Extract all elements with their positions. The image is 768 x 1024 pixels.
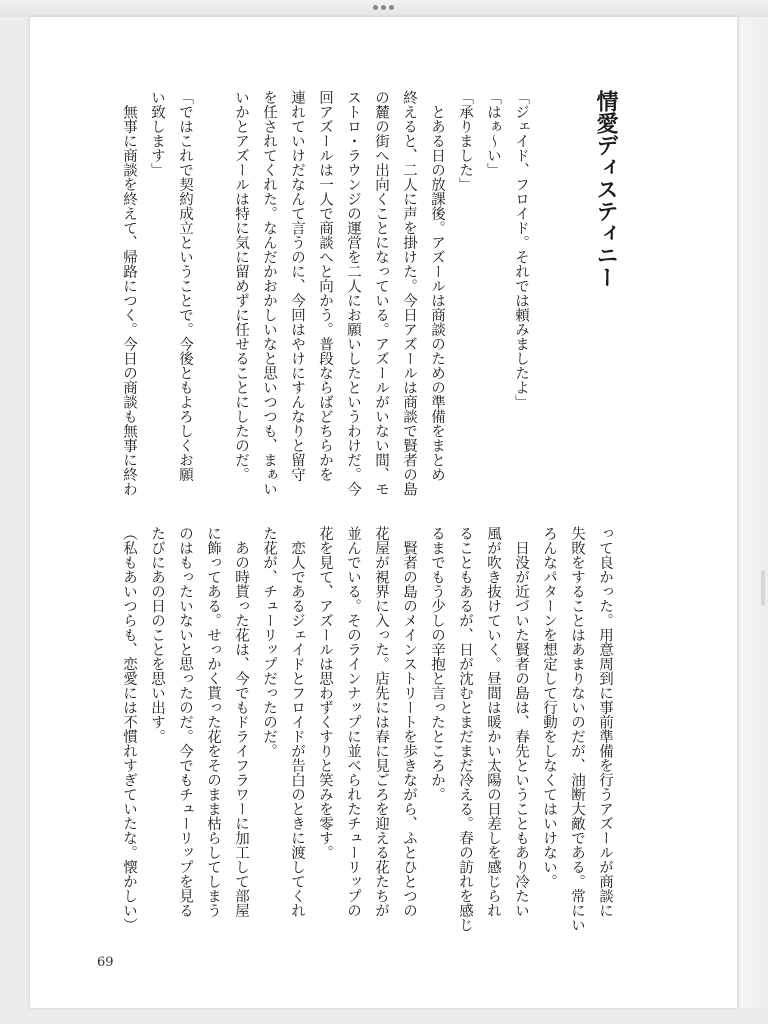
text-line: た花が、チューリップだったのだ。 xyxy=(261,526,277,758)
text-line: 風が吹き抜けていく。昼間は暖かい太陽の日差しを感じられ xyxy=(485,526,501,918)
page-number: 69 xyxy=(97,955,114,970)
text-line: 賢者の島のメインストリートを歩きながら、ふとひとつの xyxy=(401,526,417,918)
text-line: 回アズールは一人で商談へと向かう。普段ならばどちらかを xyxy=(317,90,333,482)
text-line: のはもったいないと思ったのだ。今でもチューリップを見る xyxy=(177,526,193,918)
text-line: 日没が近づいた賢者の島は、春先ということもあり冷たい xyxy=(513,526,529,918)
text-line: るまでもう少しの辛抱と言ったところか。 xyxy=(429,526,445,802)
page-turn-handle[interactable] xyxy=(761,570,765,606)
text-line: 「ジェイド、フロイド。それでは頼みましたよ」 xyxy=(513,90,529,409)
text-line: 「承りました」 xyxy=(457,90,473,192)
text-line xyxy=(199,90,227,508)
text-block-lower xyxy=(115,526,619,944)
text-line: たびにあの日のことを思い出す。 xyxy=(149,526,165,744)
chapter-title: 情愛ディスティニー xyxy=(593,90,618,288)
text-line: 「はぁ～い」 xyxy=(485,90,501,177)
text-line: 花を見て、アズールは思わずくすりと笑みを零す。 xyxy=(317,526,333,860)
text-line: 恋人であるジェイドとフロイドが告白のときに渡してくれ xyxy=(289,526,305,918)
text-block-upper xyxy=(115,90,619,508)
text-line: （私もあいつらも、恋愛には不慣れすぎていたな。懐かしい） xyxy=(121,526,137,932)
more-options-icon[interactable] xyxy=(373,5,394,10)
text-line: 無事に商談を終えて、帰路につく。今日の商談も無事に終わ xyxy=(121,90,137,496)
text-line: 連れていけだなんて言うのに、今回はやけにすんなりと留守 xyxy=(289,90,305,482)
text-line: ることもあるが、日が沈むとまだまだ冷える。春の訪れを感じ xyxy=(457,526,473,932)
text-line: に飾ってある。せっかく貰った花をそのまま枯らしてしまう xyxy=(205,526,221,918)
text-line: とある日の放課後。アズールは商談のための準備をまとめ xyxy=(429,90,445,482)
text-line: ストロ・ラウンジの運営を二人にお願いしたというわけだ。今 xyxy=(345,90,361,496)
text-line: いかとアズールは特に気に留めずに任せることにしたのだ。 xyxy=(233,90,249,482)
text-line: 終えると、二人に声を掛けた。今日アズールは商談で賢者の島 xyxy=(401,90,417,496)
text-line xyxy=(535,90,563,508)
text-line: 並んでいる。そのラインナップに並べられたチューリップの xyxy=(345,526,361,918)
text-line: 失敗をすることはあまりないのだが、油断大敵である。常にい xyxy=(569,526,585,932)
text-line xyxy=(563,90,591,508)
text-line: ろんなパターンを想定して行動をしなくてはいけない。 xyxy=(541,526,557,889)
text-line: い致します」 xyxy=(149,90,165,177)
text-line: 「ではこれで契約成立ということで。今後ともよろしくお願 xyxy=(177,90,193,482)
next-page-edge[interactable] xyxy=(740,17,768,1008)
text-line: 花屋が視界に入った。店先には春に見ごろを迎える花たちが xyxy=(373,526,389,918)
text-line: あの時貰った花は、今でもドライフラワーに加工して部屋 xyxy=(233,526,249,918)
text-line: を任されてくれた。なんだかおかしいなと思いつつも、まぁい xyxy=(261,90,277,496)
text-line: の麓の街へ出向くことになっている。アズールがいない間、モ xyxy=(373,90,389,496)
text-line: って良かった。用意周到に事前準備を行うアズールが商談に xyxy=(597,526,613,918)
